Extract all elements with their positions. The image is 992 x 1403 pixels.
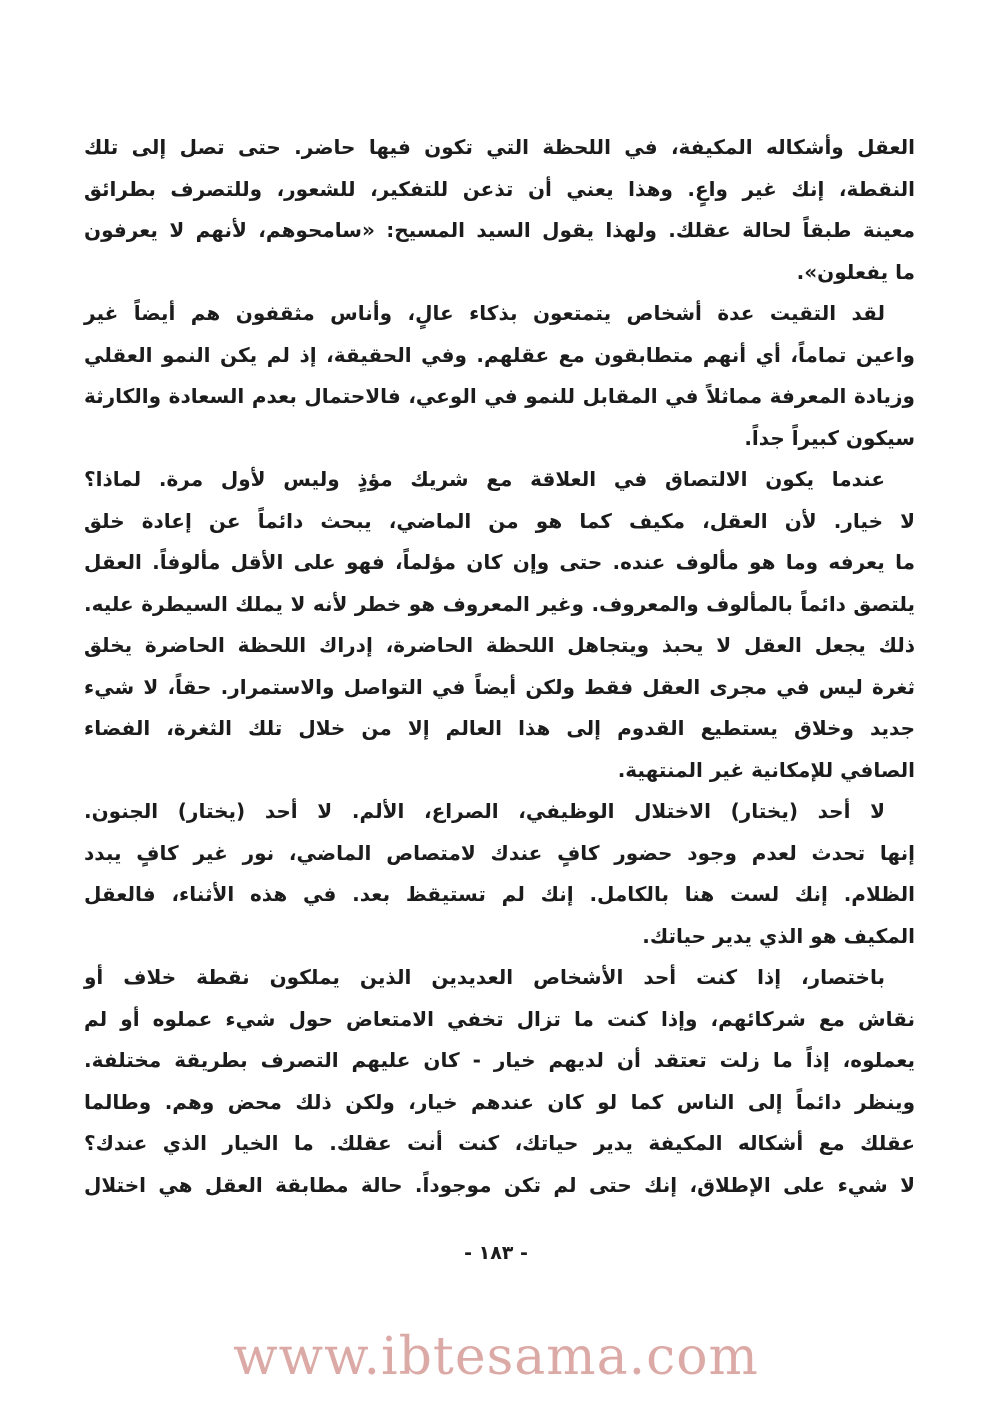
text-line: الصافي للإمكانية غير المنتهية.: [617, 757, 915, 782]
text-line: الظلام. إنك لست هنا بالكامل. إنك لم تستيقظ بعد. في هذه الأثناء، فالعقل: [84, 882, 915, 906]
text-line: وزيادة المعرفة مماثلاً في المقابل للنمو في الوعي، فالاحتمال بعدم السعادة والكارثة: [84, 384, 915, 408]
text-line: المكيف هو الذي يدير حياتك.: [642, 923, 915, 948]
text-line: نقاش مع شركائهم، وإذا كنت ما تزال تخفي الامتعاض حول شيء عملوه أو لم: [84, 1006, 915, 1031]
text-line: لا أحد (يختار) الاختلال الوظيفي، الصراع، الألم. لا أحد (يختار) الجنون.: [84, 799, 885, 823]
text-line: باختصار، إذا كنت أحد الأشخاص العديدين الذين يملكون نقطة خلاف أو: [84, 965, 885, 989]
paragraph-2: [84, 293, 915, 459]
text-line: وينظر دائماً إلى الناس كما لو كان عندهم خيار، ولكن ذلك محض وهم. وطالما: [84, 1089, 915, 1114]
watermark: www.ibtesama.com: [233, 1327, 759, 1387]
text-line: سيكون كبيراً جداً.: [744, 425, 915, 450]
text-line: يلتصق دائماً بالمألوف والمعروف. وغير المعروف هو خطر لأنه لا يملك السيطرة عليه.: [84, 591, 915, 616]
body-text: [84, 127, 915, 1206]
paragraph-4: [84, 791, 915, 957]
page-number: - ١٨٣ -: [464, 1242, 528, 1264]
text-line: يعملوه، إذاً ما زلت تعتقد أن لديهم خيار - كان عليهم التصرف بطريقة مختلفة.: [84, 1048, 915, 1072]
text-line: ما يفعلون».: [796, 259, 915, 284]
text-line: عندما يكون الالتصاق في العلاقة مع شريك مؤذٍ وليس لأول مرة. لماذا؟: [84, 467, 885, 491]
text-line: ثغرة ليس في مجرى العقل فقط ولكن أيضاً في التواصل والاستمرار. حقاً، لا شيء: [84, 674, 915, 699]
text-line: إنها تحدث لعدم وجود حضور كافٍ عندك لامتصاص الماضي، نور غير كافٍ يبدد: [84, 840, 915, 865]
text-line: لقد التقيت عدة أشخاص يتمتعون بذكاء عالٍ، وأناس مثقفون هم أيضاً غير: [84, 301, 885, 325]
text-line: معينة طبقاً لحالة عقلك. ولهذا يقول السيد المسيح: «سامحوهم، لأنهم لا يعرفون: [84, 218, 915, 242]
text-line: العقل وأشكاله المكيفة، في اللحظة التي تكون فيها حاضر. حتى تصل إلى تلك: [84, 135, 915, 159]
text-line: النقطة، إنك غير واعٍ. وهذا يعني أن تذعن للتفكير، للشعور، وللتصرف بطرائق: [84, 176, 915, 201]
text-line: ذلك يجعل العقل لا يحبذ ويتجاهل اللحظة الحاضرة، إدراك اللحظة الحاضرة يخلق: [84, 633, 915, 657]
text-line: عقلك مع أشكاله المكيفة يدير حياتك، كنت أنت عقلك. ما الخيار الذي عندك؟: [84, 1131, 915, 1155]
text-line: جديد وخلاق يستطيع القدوم إلى هذا العالم إلا من خلال تلك الثغرة، الفضاء: [84, 716, 915, 740]
paragraph-3: [84, 459, 915, 791]
text-line: واعين تماماً، أي أنهم متطابقون مع عقلهم. وفي الحقيقة، إذ لم يكن النمو العقلي: [84, 342, 915, 367]
text-line: لا خيار. لأن العقل، مكيف كما هو من الماضي، يبحث دائماً عن إعادة خلق: [84, 508, 915, 533]
paragraph-1: [84, 127, 915, 293]
paragraph-5: [84, 957, 915, 1206]
text-line: ما يعرفه وما هو مألوف عنده. حتى وإن كان مؤلماً، فهو على الأقل مألوفاً. العقل: [84, 550, 915, 574]
text-line: لا شيء على الإطلاق، إنك حتى لم تكن موجوداً. حالة مطابقة العقل هي اختلال: [84, 1172, 915, 1197]
